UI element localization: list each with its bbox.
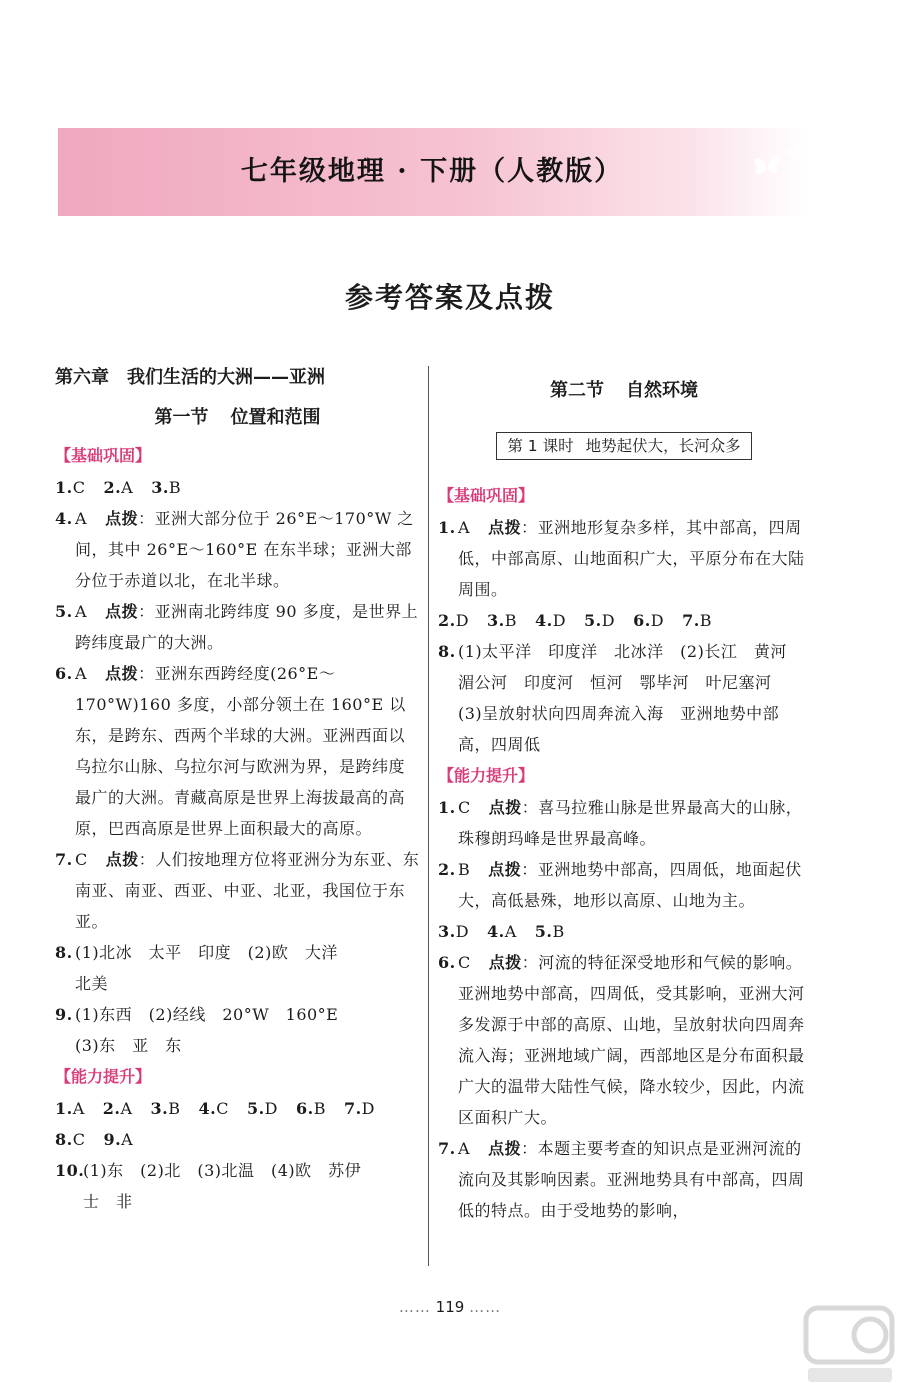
chapter-heading [55, 360, 420, 396]
answer-item: 1. C 点拨：喜马拉雅山脉是世界最高大的山脉，珠穆朗玛峰是世界最高峰。 [438, 798, 803, 848]
basic-heading: 【基础巩固】 [55, 446, 152, 465]
answer-item: 8. (1)北冰 太平 印度 (2)欧 大洋 北美 [55, 943, 338, 993]
answer-item: 5. A 点拨：亚洲南北跨纬度 90 多度，是世界上跨纬度最广的大洲。 [55, 602, 419, 652]
book-title: 七年级地理 · 下册（人教版） [240, 156, 624, 187]
answer-item: 4. A 点拨：亚洲大部分位于 26°E～170°W 之间，其中 26°E～160°E 在东半球；亚洲大部分位于赤道以北，在北半球。 [55, 509, 414, 590]
column-divider [428, 366, 429, 1266]
right-column [438, 360, 810, 1226]
answer-item: 2.D 3.B 4.D 5.D 6.D 7.B [438, 611, 713, 630]
answer-item: 6. A 点拨：亚洲东西跨经度(26°E～170°W)160 多度，小部分领土在 160°E 以东，是跨东、西两个半球的大洲。亚洲西面以乌拉尔山脉、乌拉尔河与欧洲为界，是跨纬度最广的大洲。青藏高原是世界上海拔最高的高原，巴西高原是世界上面积最大的高原。 [55, 664, 406, 838]
lesson-title: 地势起伏大，长河众多 [585, 437, 741, 455]
section-title: 自然环境 [626, 380, 698, 401]
answer-item: 1. A 点拨：亚洲地形复杂多样，其中部高，四周低，中部高原、山地面积广大，平原分布在大陆周围。 [438, 518, 805, 599]
answer-item: 8.C 9.A [55, 1130, 134, 1149]
improve-heading: 【能力提升】 [438, 766, 535, 785]
answer-item: 3.D 4.A 5.B [438, 922, 565, 941]
basic-heading: 【基础巩固】 [438, 486, 535, 505]
answer-item: 2. B 点拨：亚洲地势中部高，四周低，地面起伏大，高低悬殊，地形以高原、山地为主。 [438, 860, 802, 910]
section-number: 第二节 [550, 380, 604, 401]
page-number: …… 119 …… [398, 1298, 502, 1316]
page-title: 参考答案及点拨 [344, 281, 555, 314]
lesson-row [438, 422, 810, 470]
answer-item: 9. (1)东西 (2)经线 20°W 160°E (3)东 亚 东 [55, 1005, 339, 1055]
header-banner [58, 128, 806, 216]
section-heading [438, 360, 810, 422]
answer-item: 8. (1)太平洋 印度洋 北冰洋 (2)长江 黄河 湄公河 印度河 恒河 鄂毕河 叶尼塞河 (3)呈放射状向四周奔流入海 亚洲地势中部高，四周低 [438, 642, 804, 754]
answer-item: 1.C 2.A 3.B [55, 478, 182, 497]
lesson-number: 第 1 课时 [507, 437, 574, 455]
section-title: 位置和范围 [230, 407, 321, 428]
answer-item: 1.A 2.A 3.B 4.C 5.D 6.B 7.D [55, 1099, 375, 1118]
section-heading [55, 396, 420, 440]
left-column [55, 360, 420, 1217]
chapter-number: 第六章 [55, 367, 109, 388]
watermark-logo-icon [800, 1302, 898, 1388]
answer-item: 10. (1)东 (2)北 (3)北温 (4)欧 苏伊 士 非 [55, 1161, 362, 1211]
answer-item: 7. A 点拨：本题主要考查的知识点是亚洲河流的流向及其影响因素。亚洲地势具有中部高，四周低的特点。由于受地势的影响， [438, 1139, 805, 1220]
butterfly-decoration-icon [748, 142, 808, 182]
answer-item: 7. C 点拨：人们按地理方位将亚洲分为东亚、东南亚、南亚、西亚、中亚、北亚，我国位于东亚。 [55, 850, 420, 931]
improve-heading: 【能力提升】 [55, 1067, 152, 1086]
answer-item: 6. C 点拨：河流的特征深受地形和气候的影响。亚洲地势中部高，四周低，受其影响，亚洲大河多发源于中部的高原、山地，呈放射状向四周奔流入海；亚洲地域广阔，西部地区是分布面积最广大的温带大陆性气候，降水较少，因此，内流区面积广大。 [438, 953, 805, 1127]
lesson-box [496, 432, 751, 460]
chapter-title: 我们生活的大洲——亚洲 [127, 367, 325, 388]
section-number: 第一节 [154, 407, 209, 428]
page-number-value: 119 [435, 1298, 465, 1316]
